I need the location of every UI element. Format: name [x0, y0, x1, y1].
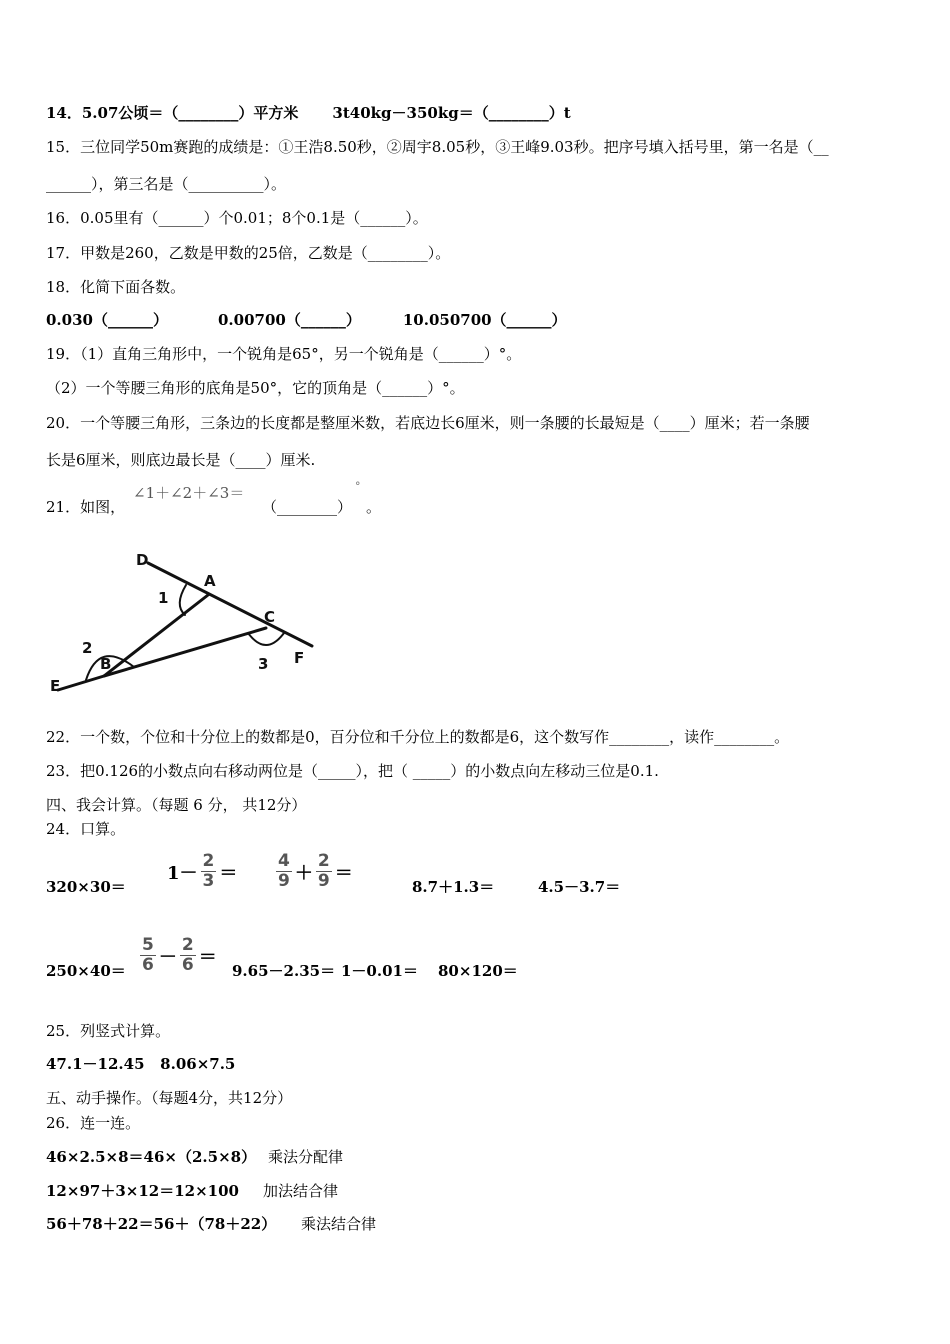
- q24-r1-e2-pre: 1－: [167, 862, 198, 884]
- label-2: 2: [82, 639, 93, 657]
- q26-row-1-left: 46×2.5×8＝46×（2.5×8）: [46, 1148, 257, 1166]
- line-bc: [104, 628, 269, 676]
- section5-title: 五、动手操作。（每题4分，共12分）: [46, 1089, 293, 1107]
- label-d: D: [136, 551, 149, 569]
- q14-part-b: 3t40kg－350kg＝（________）t: [332, 104, 571, 122]
- q24-r1-e5: 4.5－3.7＝: [538, 878, 621, 896]
- q26-row-1-right: 乘法分配律: [268, 1148, 344, 1166]
- q21-prefix: 21．如图，: [46, 498, 126, 516]
- frac-num: 2: [317, 851, 330, 871]
- q24-r2-e2: [140, 936, 220, 975]
- q26-row-3-right: 乘法结合律: [301, 1215, 377, 1233]
- q24-r2-e3: 9.65－2.35＝: [232, 962, 336, 980]
- q26-title: 26．连一连。: [46, 1114, 141, 1132]
- label-c: C: [264, 608, 276, 626]
- label-b: B: [100, 655, 112, 673]
- arc-3: [248, 633, 284, 645]
- label-a: A: [204, 572, 216, 590]
- q24-r1-e3-frac2: [316, 852, 332, 891]
- q24-r1-e1: 320×30＝: [46, 878, 126, 896]
- line-ab: [104, 595, 208, 676]
- frac-num: 5: [142, 935, 154, 955]
- q18-items: [46, 310, 567, 330]
- q24-r2-e5: 80×120＝: [438, 962, 518, 980]
- q24-r2-e2-op: －: [158, 946, 177, 968]
- q24-r2-e2-frac1: [140, 936, 156, 975]
- arc-1: [180, 585, 186, 615]
- q14: [46, 103, 571, 123]
- q21-end: 。: [366, 498, 382, 516]
- q18-title: 18．化简下面各数。: [46, 278, 186, 296]
- q24-r1-e3: [276, 852, 356, 891]
- frac-den: 9: [317, 871, 330, 891]
- q20-line2: 长是6厘米，则底边最长是（____）厘米.: [46, 451, 316, 469]
- q24-r1-e4: 8.7＋1.3＝: [412, 878, 495, 896]
- q24-r1-e2: [164, 852, 240, 891]
- q22: 22．一个数，个位和十分位上的数都是0，百分位和千分位上的数都是6，这个数写作________，读作________。: [46, 728, 790, 746]
- label-1: 1: [158, 589, 169, 607]
- q21-angle-expression: ∠1＋∠2＋∠3＝: [133, 484, 245, 502]
- q19-line1: 19．（1）直角三角形中，一个锐角是65°，另一个锐角是（______）°。: [46, 345, 522, 363]
- label-3: 3: [258, 655, 269, 673]
- frac-num: 2: [181, 935, 194, 955]
- q23: 23．把0.126的小数点向右移动两位是（_____），把（ _____）的小数点向左移动三位是0.1.: [46, 762, 659, 780]
- q24-r2-e2-frac2: [180, 936, 196, 975]
- q18-item-1: 0.030（______）: [46, 311, 168, 329]
- frac-num: 4: [278, 851, 290, 871]
- q24-r1-e2-post: ＝: [219, 862, 238, 884]
- frac-den: 6: [142, 955, 154, 975]
- label-f: F: [294, 649, 305, 667]
- q16: 16．0.05里有（______）个0.01；8个0.1是（______）。: [46, 209, 428, 227]
- q24-r1-e3-post: ＝: [334, 862, 353, 884]
- q24-r2-e4: 1－0.01＝: [341, 962, 418, 980]
- q21-blank: （________）: [262, 498, 353, 516]
- q15-line2: ______），第三名是（__________）。: [46, 175, 287, 193]
- q17: 17．甲数是260，乙数是甲数的25倍，乙数是（________）。: [46, 244, 451, 262]
- q26-row-2-right: 加法结合律: [263, 1182, 339, 1200]
- q20-line1: 20．一个等腰三角形，三条边的长度都是整厘米数，若底边长6厘米，则一条腰的长最短是（____）厘米；若一条腰: [46, 414, 810, 432]
- frac-den: 3: [202, 871, 215, 891]
- frac-num: 2: [202, 851, 215, 871]
- angle-figure: [44, 545, 334, 705]
- q25-title: 25．列竖式计算。: [46, 1022, 171, 1040]
- q18-item-2: 0.00700（______）: [217, 311, 361, 329]
- frac-den: 6: [181, 955, 194, 975]
- q24-title: 24．口算。: [46, 820, 126, 838]
- q24-r2-e1: 250×40＝: [46, 962, 126, 980]
- q24-r1-e3-frac1: [276, 852, 292, 891]
- q24-r1-e3-op: ＋: [294, 862, 313, 884]
- q21-degree: °: [355, 480, 361, 493]
- frac-den: 9: [278, 871, 290, 891]
- q25-exprs: 47.1－12.45 8.06×7.5: [46, 1055, 236, 1073]
- q24-r2-e2-post: ＝: [198, 946, 217, 968]
- line-eb: [58, 676, 104, 690]
- line-da-cf: [148, 563, 312, 646]
- q15-line1: 15．三位同学50m赛跑的成绩是：①王浩8.50秒，②周宇8.05秒，③王峰9.03秒。把序号填入括号里，第一名是（__: [46, 138, 829, 156]
- q19-line2: （2）一个等腰三角形的底角是50°，它的顶角是（______）°。: [46, 379, 465, 397]
- section4-title: 四、我会计算。（每题 6 分， 共12分）: [46, 796, 307, 814]
- q14-part-a: 14．5.07公顷＝（________）平方米: [46, 104, 299, 122]
- q18-item-3: 10.050700（______）: [402, 311, 567, 329]
- label-e: E: [50, 677, 61, 695]
- q24-r1-e2-frac: [201, 852, 217, 891]
- q26-row-3-left: 56＋78＋22＝56＋（78＋22）: [46, 1215, 277, 1233]
- q26-row-2-left: 12×97＋3×12＝12×100: [46, 1182, 239, 1200]
